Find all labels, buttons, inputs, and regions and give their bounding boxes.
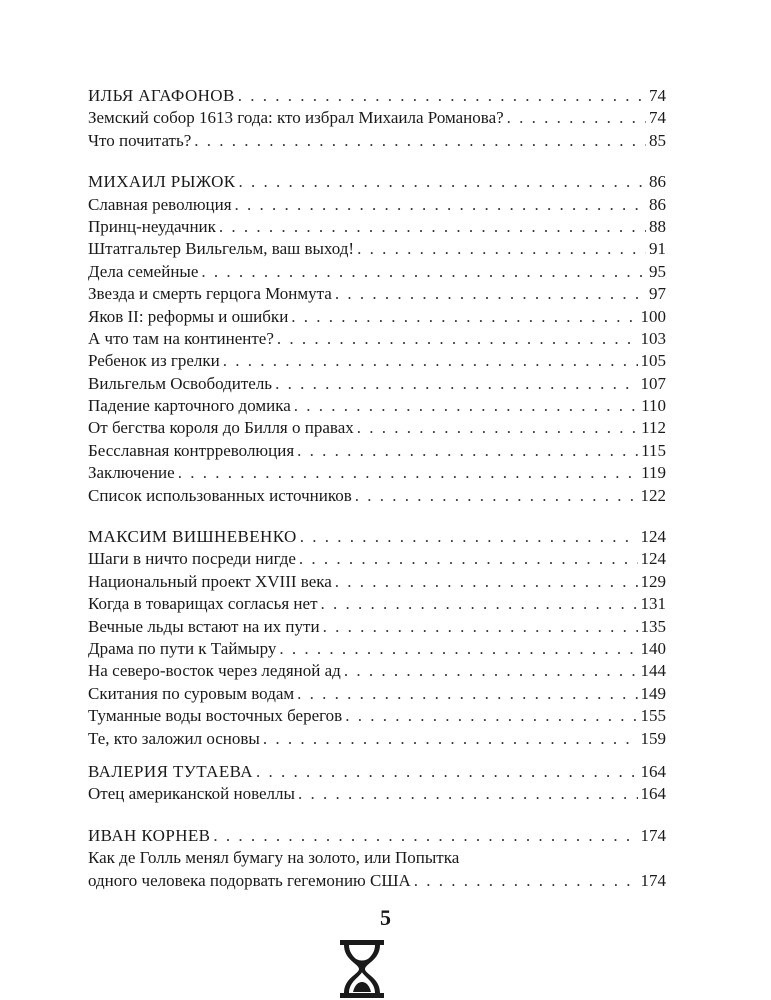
entry-title: Яков II: реформы и ошибки bbox=[88, 306, 289, 326]
leader-dots bbox=[335, 571, 638, 593]
leader-dots bbox=[355, 485, 638, 507]
toc-entry[interactable] bbox=[88, 870, 666, 892]
entry-title: Штатгальтер Вильгельм, ваш выход! bbox=[88, 239, 355, 259]
page-ref: 105 bbox=[640, 351, 666, 371]
leader-dots bbox=[300, 526, 638, 548]
toc-entry[interactable] bbox=[88, 571, 666, 593]
leader-dots bbox=[357, 417, 638, 439]
page-ref: 144 bbox=[640, 661, 666, 681]
author-name: ИЛЬЯ АГАФОНОВ bbox=[88, 86, 235, 105]
entry-title: Вечные льды встают на их пути bbox=[88, 616, 320, 636]
leader-dots bbox=[345, 705, 637, 727]
page-ref: 174 bbox=[640, 870, 666, 890]
page-number: 5 bbox=[380, 905, 391, 930]
toc-section-agafonov bbox=[88, 85, 666, 152]
leader-dots bbox=[294, 395, 638, 417]
leader-dots bbox=[238, 85, 646, 107]
entry-title: Дела семейные bbox=[88, 261, 199, 281]
toc-author-entry[interactable] bbox=[88, 85, 666, 107]
toc-entry[interactable] bbox=[88, 616, 666, 638]
toc-author-entry[interactable] bbox=[88, 825, 666, 847]
author-name: МИХАИЛ РЫЖОК bbox=[88, 172, 236, 192]
toc-entry[interactable] bbox=[88, 593, 666, 615]
hourglass-icon bbox=[339, 938, 385, 1000]
entry-title: Драма по пути к Таймыру bbox=[88, 638, 277, 658]
toc-entry[interactable] bbox=[88, 328, 666, 350]
toc-entry[interactable] bbox=[88, 238, 666, 260]
entry-title: Когда в товарищах согласья нет bbox=[88, 594, 318, 614]
toc-entry[interactable] bbox=[88, 306, 666, 328]
page-ref: 155 bbox=[640, 706, 666, 726]
leader-dots bbox=[298, 783, 638, 805]
page-ref: 100 bbox=[640, 306, 666, 326]
page-ref: 110 bbox=[641, 396, 666, 416]
leader-dots bbox=[201, 261, 646, 283]
toc-entry[interactable] bbox=[88, 130, 666, 152]
page-ref: 119 bbox=[641, 463, 666, 483]
page-ref: 159 bbox=[640, 728, 666, 748]
toc-section-vishnevenko bbox=[88, 526, 666, 750]
leader-dots bbox=[223, 350, 638, 372]
entry-title: От бегства короля до Билля о правах bbox=[88, 418, 354, 438]
entry-title: На северо-восток через ледяной ад bbox=[88, 661, 341, 681]
author-name: ВАЛЕРИЯ ТУТАЕВА bbox=[88, 761, 253, 781]
toc-entry[interactable] bbox=[88, 283, 666, 305]
page-ref: 124 bbox=[640, 549, 666, 569]
toc-entry[interactable] bbox=[88, 683, 666, 705]
leader-dots bbox=[194, 130, 646, 152]
page-ref: 103 bbox=[640, 328, 666, 348]
page-ref: 95 bbox=[649, 261, 666, 281]
toc-entry[interactable] bbox=[88, 440, 666, 462]
entry-title: Ребенок из грелки bbox=[88, 351, 220, 371]
entry-title: одного человека подорвать гегемонию США bbox=[88, 870, 411, 890]
toc-entry[interactable] bbox=[88, 261, 666, 283]
entry-title-line1[interactable]: Как де Голль менял бумагу на золото, или Попытка bbox=[88, 848, 460, 868]
page-ref: 74 bbox=[649, 108, 666, 128]
leader-dots bbox=[277, 328, 638, 350]
entry-title: Падение карточного домика bbox=[88, 396, 291, 416]
page-ref: 86 bbox=[649, 172, 666, 192]
leader-dots bbox=[291, 306, 637, 328]
toc-entry[interactable] bbox=[88, 660, 666, 682]
leader-dots bbox=[297, 683, 637, 705]
toc-entry[interactable] bbox=[88, 417, 666, 439]
toc-entry[interactable] bbox=[88, 373, 666, 395]
toc-author-entry[interactable] bbox=[88, 761, 666, 783]
toc-entry[interactable] bbox=[88, 107, 666, 129]
leader-dots bbox=[335, 283, 646, 305]
entry-title: Список использованных источников bbox=[88, 485, 352, 505]
leader-dots bbox=[219, 216, 646, 238]
page-ref: 122 bbox=[640, 485, 666, 505]
entry-title: Туманные воды восточных берегов bbox=[88, 706, 343, 726]
leader-dots bbox=[357, 238, 646, 260]
entry-title: Скитания по суровым водам bbox=[88, 683, 295, 703]
leader-dots bbox=[256, 761, 638, 783]
page-ref: 97 bbox=[649, 284, 666, 304]
toc-entry[interactable] bbox=[88, 705, 666, 727]
toc-entry[interactable] bbox=[88, 728, 666, 750]
leader-dots bbox=[297, 440, 638, 462]
toc-author-entry[interactable] bbox=[88, 171, 666, 193]
entry-title: Национальный проект XVIII века bbox=[88, 571, 332, 591]
toc-entry[interactable] bbox=[88, 548, 666, 570]
entry-title: Земский собор 1613 года: кто избрал Михаила Романова? bbox=[88, 108, 504, 128]
page-ref: 174 bbox=[640, 825, 666, 845]
page-ref: 131 bbox=[640, 594, 666, 614]
toc-author-entry[interactable] bbox=[88, 526, 666, 548]
toc-entry[interactable] bbox=[88, 783, 666, 805]
entry-title: Заключение bbox=[88, 463, 175, 483]
leader-dots bbox=[323, 616, 638, 638]
toc-entry[interactable] bbox=[88, 216, 666, 238]
leader-dots bbox=[414, 870, 638, 892]
leader-dots bbox=[263, 728, 638, 750]
leader-dots bbox=[279, 638, 637, 660]
leader-dots bbox=[178, 462, 638, 484]
entry-title: Шаги в ничто посреди нигде bbox=[88, 549, 296, 569]
author-name: МАКСИМ ВИШНЕВЕНКО bbox=[88, 527, 297, 547]
toc-entry[interactable] bbox=[88, 350, 666, 372]
toc-entry[interactable] bbox=[88, 638, 666, 660]
page-ref: 88 bbox=[649, 216, 666, 236]
page-ref: 140 bbox=[640, 638, 666, 658]
table-of-contents bbox=[88, 85, 666, 911]
leader-dots bbox=[239, 171, 646, 193]
toc-entry[interactable] bbox=[88, 194, 666, 216]
toc-section-kornev bbox=[88, 825, 666, 892]
page-ref: 86 bbox=[649, 194, 666, 214]
entry-title: А что там на континенте? bbox=[88, 328, 274, 348]
entry-title: Вильгельм Освободитель bbox=[88, 373, 273, 393]
page-ref: 149 bbox=[640, 683, 666, 703]
page-ref: 107 bbox=[640, 373, 666, 393]
page-ref: 164 bbox=[640, 784, 666, 804]
toc-entry[interactable] bbox=[88, 395, 666, 417]
leader-dots bbox=[235, 194, 646, 216]
page-ref: 124 bbox=[640, 527, 666, 547]
leader-dots bbox=[275, 373, 637, 395]
entry-title: Славная революция bbox=[88, 194, 232, 214]
page-ref: 74 bbox=[649, 86, 666, 105]
leader-dots bbox=[321, 593, 638, 615]
entry-title: Звезда и смерть герцога Монмута bbox=[88, 284, 332, 304]
page-ref: 135 bbox=[640, 616, 666, 636]
leader-dots bbox=[344, 660, 638, 682]
leader-dots bbox=[299, 548, 638, 570]
entry-title: Принц-неудачник bbox=[88, 216, 216, 236]
toc-section-ryzhok bbox=[88, 171, 666, 507]
page-ref: 112 bbox=[641, 418, 666, 438]
author-name: ИВАН КОРНЕВ bbox=[88, 825, 211, 845]
page-ref: 164 bbox=[640, 761, 666, 781]
page-ref: 129 bbox=[640, 571, 666, 591]
entry-title: Что почитать? bbox=[88, 130, 192, 150]
toc-section-tutaeva bbox=[88, 761, 666, 806]
page-ref: 115 bbox=[641, 440, 666, 460]
page-ref: 91 bbox=[649, 239, 666, 259]
page-ref: 85 bbox=[649, 130, 666, 150]
entry-title: Бесславная контрреволюция bbox=[88, 440, 295, 460]
entry-title: Те, кто заложил основы bbox=[88, 728, 260, 748]
leader-dots bbox=[213, 825, 637, 847]
leader-dots bbox=[507, 107, 646, 129]
entry-title: Отец американской новеллы bbox=[88, 784, 295, 804]
toc-entry[interactable] bbox=[88, 485, 666, 507]
toc-entry[interactable] bbox=[88, 462, 666, 484]
